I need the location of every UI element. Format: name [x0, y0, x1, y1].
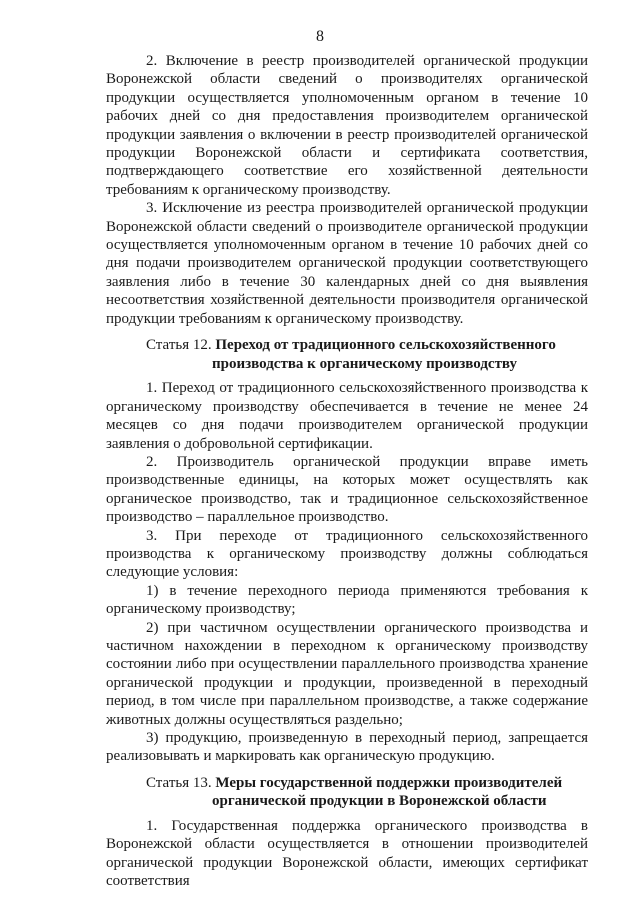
list-item: 2) при частичном осуществлении органического производства и частичном нахождении в переходном к органическому производству состоянии либо при осуществлении параллельного производства хранение органической продукции и продукции, произведенной в переходный период, в том числе при параллельном производстве, а также содержание животных должны осуществляться раздельно;	[106, 619, 588, 728]
document-body	[106, 52, 588, 891]
article-number: Статья 12.	[146, 337, 212, 354]
list-item: 3) продукцию, произведенную в переходный период, запрещается реализовывать и маркировать как органическую продукцию.	[106, 730, 588, 765]
paragraph: 3. Исключение из реестра производителей органической продукции Воронежской области сведений о производителе органической продукции осуществляется уполномоченным органом в течение 10 рабочих дней со дня подачи производителем органической продукции соответствующего заявления либо в течение 30 календарных дней со дня выявления несоответствия хозяйственной деятельности производителя органической продукции требованиям к органическому производству.	[106, 200, 588, 327]
article-title-line1: Переход от традиционного сельскохозяйственного	[215, 337, 556, 354]
paragraph: 3. При переходе от традиционного сельскохозяйственного производства к органическому производству должны соблюдаться следующие условия:	[106, 527, 588, 581]
page-number: 8	[316, 28, 324, 45]
article-13-heading	[106, 774, 588, 811]
list-item: 1) в течение переходного периода применяются требования к органическому производству;	[106, 582, 588, 618]
article-12-heading	[106, 336, 588, 373]
article-title-line2: органической продукции в Воронежской области	[212, 793, 547, 810]
paragraph: 1. Государственная поддержка органического производства в Воронежской области осуществляется в отношении производителей органической продукции Воронежской области, имеющих сертификат соответствия	[106, 818, 588, 890]
article-title-line2: производства к органическому производству	[212, 355, 518, 372]
paragraph: 1. Переход от традиционного сельскохозяйственного производства к органическому производству обеспечивается в течение не менее 24 месяцев со дня подачи производителем органической продукции заявления о добровольной сертификации.	[106, 380, 588, 452]
article-title-line1: Меры государственной поддержки производителей	[215, 774, 563, 791]
paragraph: 2. Включение в реестр производителей органической продукции Воронежской области сведений о производителях органической продукции осуществляется уполномоченным органом в течение 10 рабочих дней со дня предоставления производителем органической продукции заявления о включении в реестр производителей органической продукции Воронежской области и сертификата соответствия, подтверждающего соответствие его хозяйственной деятельности требованиям к органическому производству.	[106, 53, 588, 198]
paragraph: 2. Производитель органической продукции вправе иметь производственные единицы, на которых может осуществлять как органическое производство, так и традиционное сельскохозяйственное производство – параллельное производство.	[106, 453, 588, 526]
article-number: Статья 13.	[146, 774, 212, 791]
